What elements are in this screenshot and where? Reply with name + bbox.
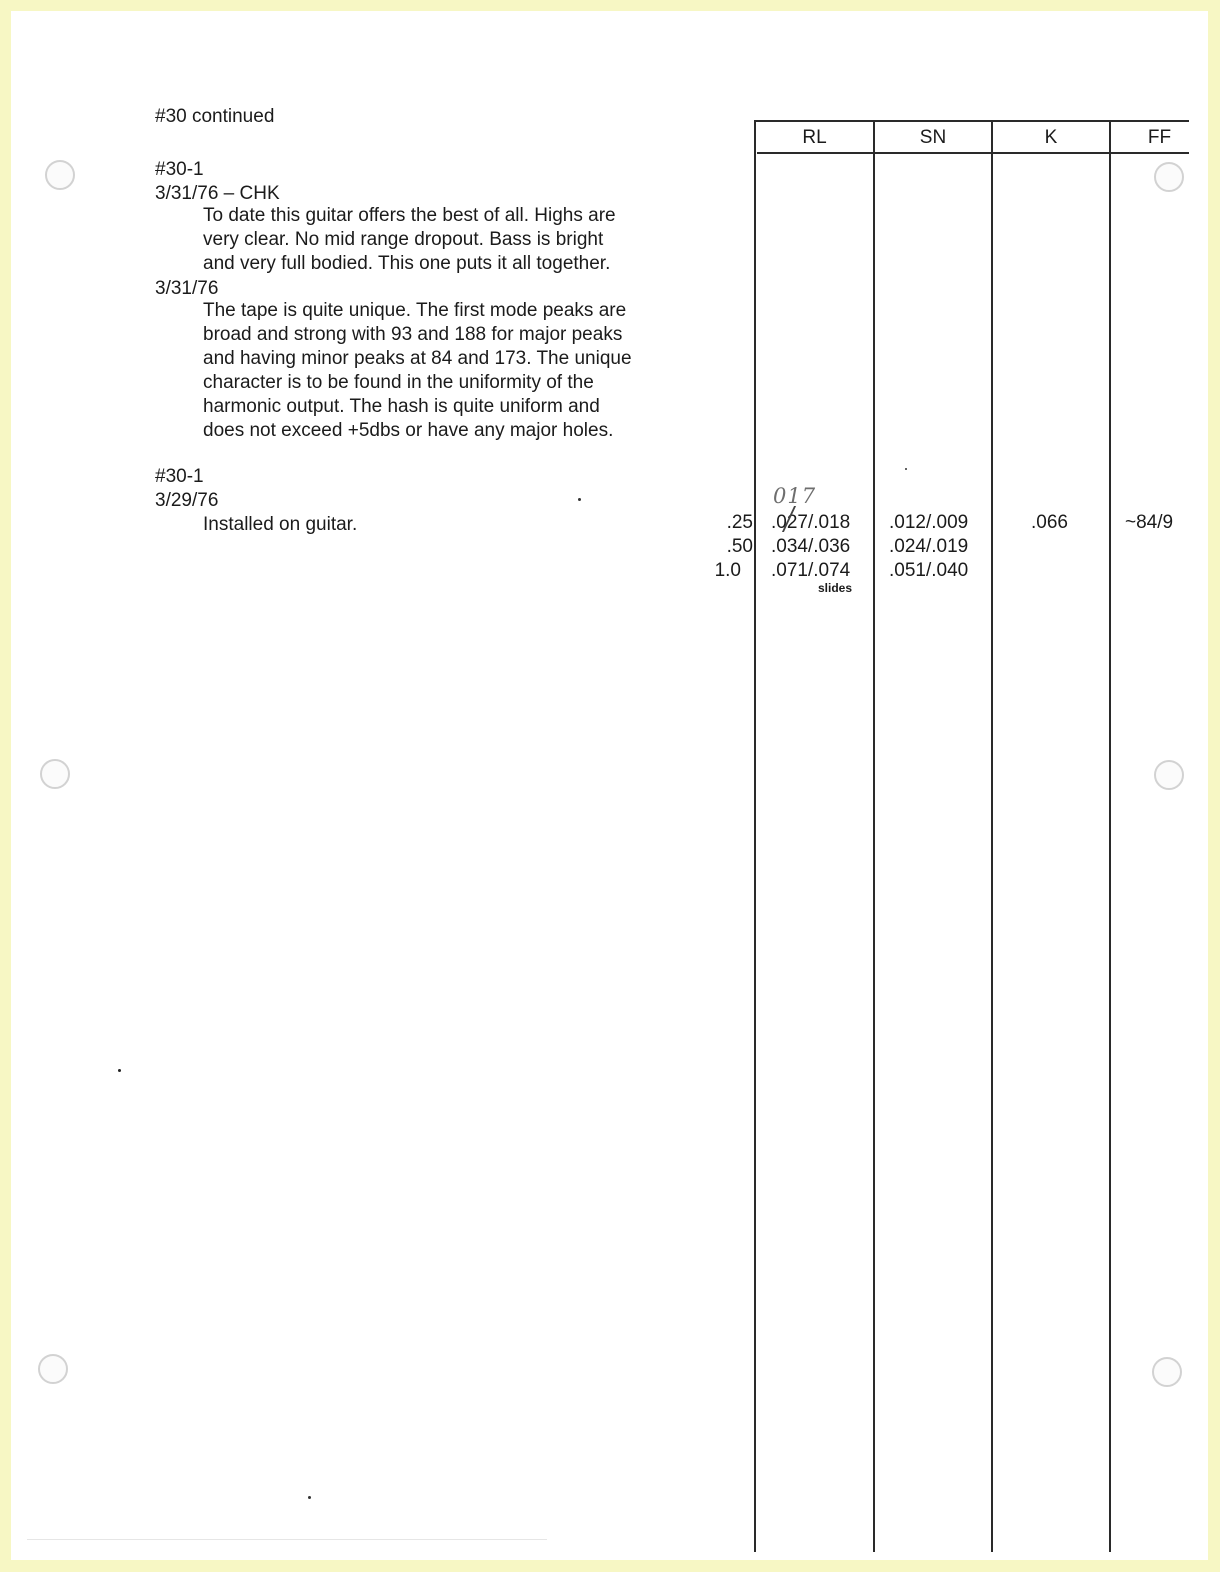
entry-date: 3/31/76 – CHK bbox=[155, 183, 280, 204]
column-header-ff: FF bbox=[1147, 127, 1172, 148]
table-top-rule bbox=[754, 120, 1189, 122]
table-cell-ff: ~84/9 bbox=[1125, 512, 1174, 533]
entry-line: does not exceed +5dbs or have any major holes. bbox=[203, 420, 614, 441]
table-header-rule bbox=[757, 152, 1189, 154]
table-cell-rl: .071/.074 bbox=[771, 560, 851, 581]
row-label: .25 bbox=[726, 512, 753, 533]
entry-line: character is to be found in the uniformity of the bbox=[203, 372, 594, 393]
entry-date: 3/31/76 bbox=[155, 278, 219, 299]
entry-body bbox=[203, 204, 616, 276]
entry-line: broad and strong with 93 and 188 for major peaks bbox=[203, 324, 623, 345]
table-column-line bbox=[873, 120, 875, 1552]
table-cell-sn: .024/.019 bbox=[889, 536, 969, 557]
document-page bbox=[11, 11, 1208, 1560]
entry-line: The tape is quite unique. The first mode peaks are bbox=[203, 300, 627, 321]
entry-date: 3/29/76 bbox=[155, 490, 219, 511]
row-label: .50 bbox=[726, 536, 753, 557]
column-header-sn: SN bbox=[919, 127, 947, 148]
scan-speck bbox=[905, 468, 907, 470]
binder-hole-right-bottom bbox=[1152, 1357, 1182, 1387]
binder-hole-right-top bbox=[1154, 162, 1184, 192]
table-column-line bbox=[991, 120, 993, 1552]
table-cell-sn: .051/.040 bbox=[889, 560, 969, 581]
binder-hole-left-bottom bbox=[38, 1354, 68, 1384]
entry-line: To date this guitar offers the best of all. Highs are bbox=[203, 205, 616, 226]
scan-edge-line bbox=[27, 1539, 547, 1540]
entry-line: harmonic output. The hash is quite uniform and bbox=[203, 396, 600, 417]
table-cell-rl: .034/.036 bbox=[771, 536, 851, 557]
column-header-k: K bbox=[1044, 127, 1058, 148]
scan-speck bbox=[118, 1069, 121, 1072]
binder-hole-left-top bbox=[45, 160, 75, 190]
column-header-rl: RL bbox=[802, 127, 827, 148]
table-cell-sn: .012/.009 bbox=[889, 512, 969, 533]
entry-line: Installed on guitar. bbox=[203, 514, 358, 535]
entry-line: and very full bodied. This one puts it all together. bbox=[203, 253, 611, 274]
binder-hole-right-middle bbox=[1154, 760, 1184, 790]
entry-line: and having minor peaks at 84 and 173. The unique bbox=[203, 348, 632, 369]
table-column-line bbox=[1109, 120, 1111, 1552]
binder-hole-left-middle bbox=[40, 759, 70, 789]
entry-id: #30-1 bbox=[155, 466, 204, 487]
row-label: 1.0 bbox=[714, 560, 741, 581]
entry-id: #30-1 bbox=[155, 159, 204, 180]
rl-note: slides bbox=[818, 581, 853, 595]
table-cell-rl: .027/.018 bbox=[771, 512, 851, 533]
entry-body bbox=[203, 299, 632, 443]
entry-line: very clear. No mid range dropout. Bass is bright bbox=[203, 229, 604, 250]
table-cell-k: .066 bbox=[1031, 512, 1068, 533]
scan-speck bbox=[578, 498, 581, 501]
handwritten-correction: 017 bbox=[773, 484, 817, 508]
page-heading: #30 continued bbox=[155, 106, 275, 127]
table-column-line bbox=[754, 120, 756, 1552]
scan-speck bbox=[308, 1496, 311, 1499]
